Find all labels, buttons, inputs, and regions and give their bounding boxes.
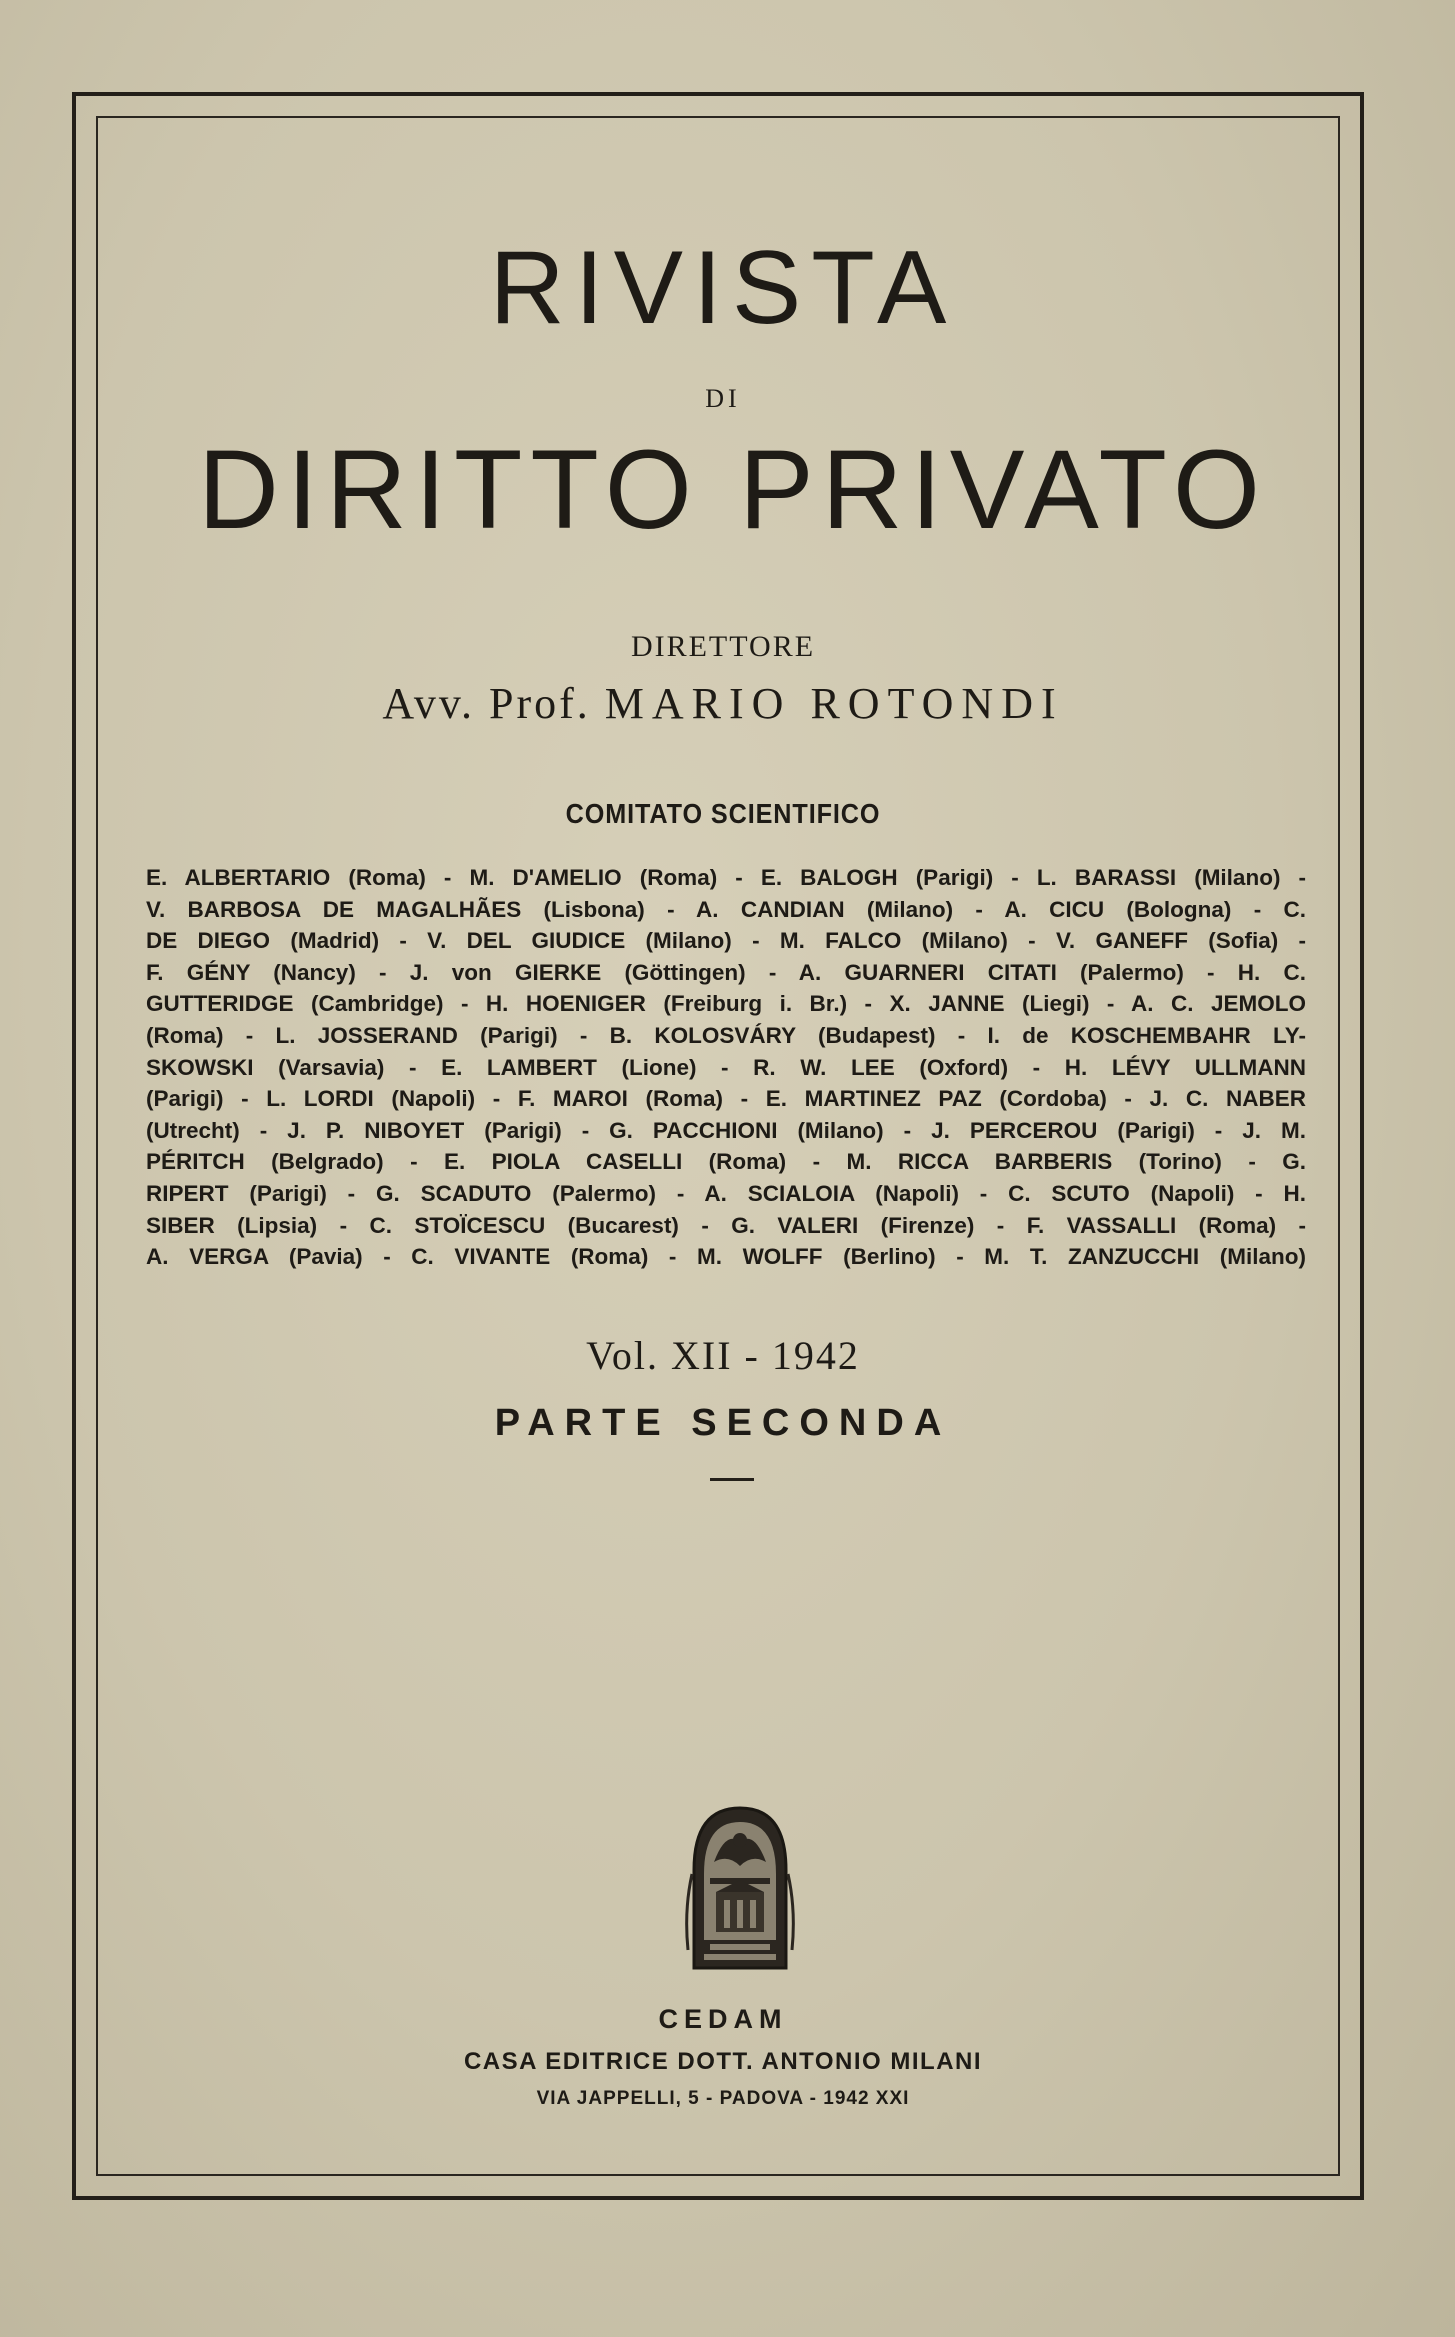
journal-title-connector: DI bbox=[705, 384, 741, 413]
committee-line: (Parigi) - L. LORDI (Napoli) - F. MAROI (Roma) - E. MARTINEZ PAZ (Cordoba) - J. C. NABER bbox=[146, 1086, 1306, 1112]
committee-line: A. VERGA (Pavia) - C. VIVANTE (Roma) - M. WOLFF (Berlino) - M. T. ZANZUCCHI (Milano) bbox=[146, 1244, 1306, 1270]
committee-line: F. GÉNY (Nancy) - J. von GIERKE (Göttingen) - A. GUARNERI CITATI (Palermo) - H. C. bbox=[146, 959, 1306, 985]
committee-line: V. BARBOSA DE MAGALHÃES (Lisbona) - A. CANDIAN (Milano) - A. CICU (Bologna) - C. bbox=[146, 896, 1306, 922]
director-prefix: Avv. Prof. bbox=[382, 679, 591, 728]
part-label: PARTE SECONDA bbox=[494, 1402, 952, 1444]
director-name: MARIO ROTONDI bbox=[604, 679, 1064, 728]
committee-line: RIPERT (Parigi) - G. SCADUTO (Palermo) - A. SCIALOIA (Napoli) - C. SCUTO (Napoli) - H. bbox=[146, 1180, 1306, 1206]
publisher-name: CEDAM bbox=[658, 2004, 788, 2034]
journal-title-line2: DIRITTO PRIVATO bbox=[197, 427, 1269, 552]
director-line bbox=[130, 678, 1316, 729]
committee-title: COMITATO SCIENTIFICO bbox=[565, 798, 881, 829]
committee-members bbox=[146, 862, 1306, 1273]
committee-line: (Utrecht) - J. P. NIBOYET (Parigi) - G. PACCHIONI (Milano) - J. PERCEROU (Parigi) - J. M. bbox=[146, 1117, 1306, 1143]
journal-title-line1: RIVISTA bbox=[489, 230, 957, 346]
director-label: DIRETTORE bbox=[630, 630, 816, 663]
committee-line: DE DIEGO (Madrid) - V. DEL GIUDICE (Milano) - M. FALCO (Milano) - V. GANEFF (Sofia) - bbox=[146, 928, 1306, 954]
committee-line: SKOWSKI (Varsavia) - E. LAMBERT (Lione) - R. W. LEE (Oxford) - H. LÉVY ULLMANN bbox=[146, 1054, 1306, 1080]
separator-dash bbox=[710, 1478, 754, 1481]
committee-line: SIBER (Lipsia) - C. STOÏCESCU (Bucarest) - G. VALERI (Firenze) - F. VASSALLI (Roma) - bbox=[146, 1212, 1306, 1238]
committee-line: PÉRITCH (Belgrado) - E. PIOLA CASELLI (Roma) - M. RICCA BARBERIS (Torino) - G. bbox=[146, 1149, 1306, 1175]
publisher-address: VIA JAPPELLI, 5 - PADOVA - 1942 XXI bbox=[536, 2088, 910, 2109]
committee-line: E. ALBERTARIO (Roma) - M. D'AMELIO (Roma) - E. BALOGH (Parigi) - L. BARASSI (Milano) - bbox=[146, 865, 1306, 890]
volume-number: Vol. XII - 1942 bbox=[586, 1333, 860, 1378]
publisher-house: CASA EDITRICE DOTT. ANTONIO MILANI bbox=[463, 2048, 983, 2075]
committee-line: GUTTERIDGE (Cambridge) - H. HOENIGER (Freiburg i. Br.) - X. JANNE (Liegi) - A. C. JEMOLO bbox=[146, 991, 1306, 1017]
publisher-emblem-icon bbox=[680, 1800, 800, 1970]
committee-line: (Roma) - L. JOSSERAND (Parigi) - B. KOLOSVÁRY (Budapest) - I. de KOSCHEMBAHR LY- bbox=[146, 1022, 1306, 1048]
